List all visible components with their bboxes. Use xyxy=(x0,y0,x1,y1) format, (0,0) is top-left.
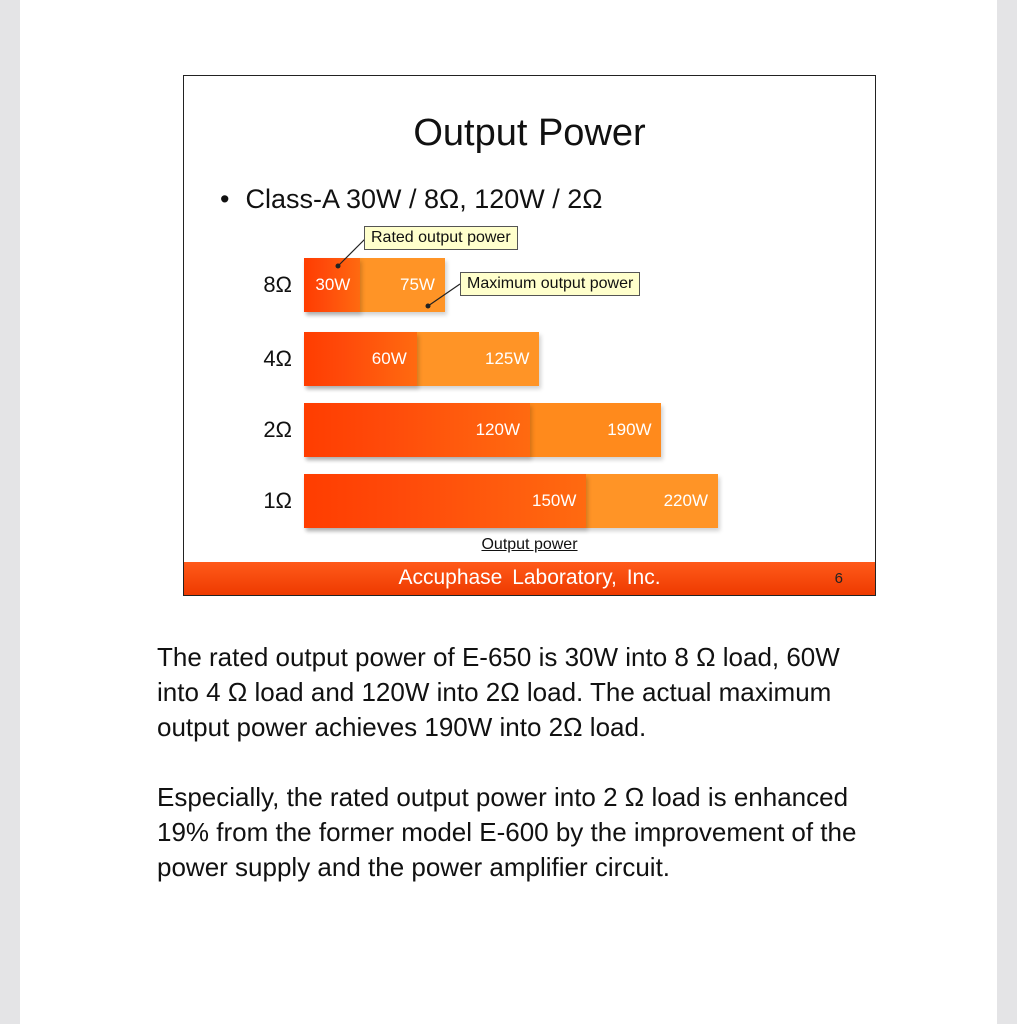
footer-company: Accuphase Laboratory, Inc. xyxy=(398,566,661,589)
description-paragraph-2: Especially, the rated output power into 2 Ω load is enhanced 19% from the former model E-600 by the improvement of the power supply and the power amplifier circuit. xyxy=(157,782,857,882)
chart-subtitle: Class-A 30W / 8Ω, 120W / 2Ω xyxy=(245,184,603,214)
rated-power-callout: Rated output power xyxy=(364,226,518,250)
description-paragraph-1: The rated output power of E-650 is 30W into 8 Ω load, 60W into 4 Ω load and 120W into 2Ω load. The actual maximum output power achieves 190W into 2Ω load. xyxy=(157,642,840,742)
bar-maximum-label: 125W xyxy=(485,349,530,368)
bar-rated-label: 150W xyxy=(532,491,577,510)
max-callout-leader xyxy=(428,284,460,306)
bullet-dot: • xyxy=(220,184,230,214)
rated-callout-leader xyxy=(338,238,366,266)
row-label: 8Ω xyxy=(263,272,292,297)
bar-maximum-label: 190W xyxy=(607,420,652,439)
bar-rated-label: 120W xyxy=(475,420,521,439)
row-label: 2Ω xyxy=(263,417,292,442)
slide-footer xyxy=(184,562,875,595)
document-page xyxy=(20,0,997,1024)
bar-rated-label: 60W xyxy=(371,349,407,368)
max-callout-dot xyxy=(426,304,431,309)
row-label: 1Ω xyxy=(263,488,292,513)
slide-page-number: 6 xyxy=(834,570,843,587)
max-power-callout: Maximum output power xyxy=(460,272,640,296)
bar-rated-label: 30W xyxy=(315,275,351,294)
callout-leader-lines xyxy=(184,76,875,595)
bar-maximum-label: 75W xyxy=(400,275,435,294)
bar-maximum-label: 220W xyxy=(663,491,709,510)
rated-callout-dot xyxy=(336,264,341,269)
chart-title: Output Power xyxy=(413,112,646,154)
slide-figure xyxy=(183,75,876,596)
x-axis-label: Output power xyxy=(481,536,578,553)
row-label: 4Ω xyxy=(263,346,292,371)
